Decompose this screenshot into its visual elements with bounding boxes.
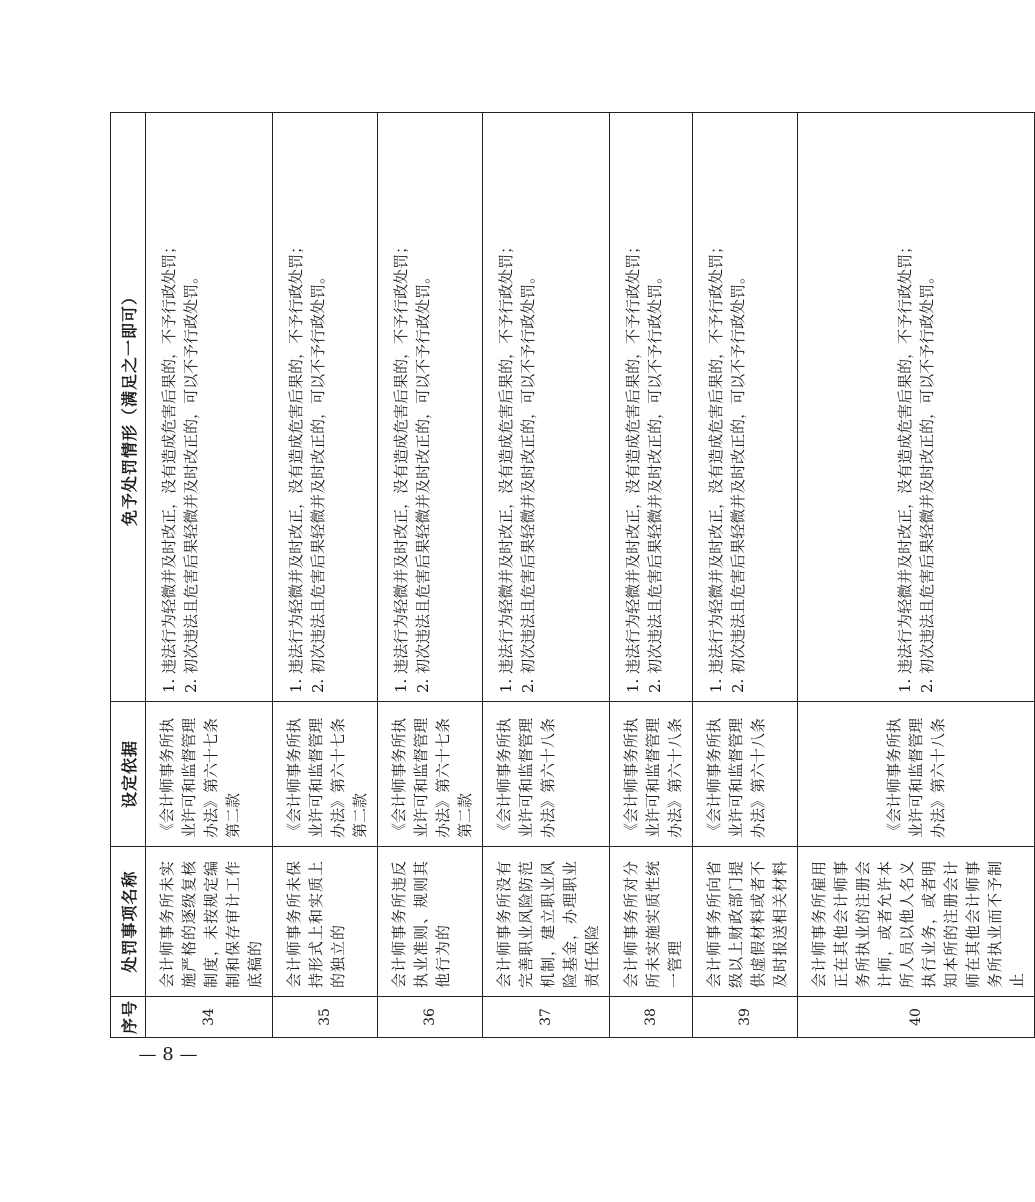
condition-2: 2. 初次违法且危害后果轻微并及时改正的，可以不予行政处罚。	[918, 268, 936, 693]
legal-basis: 《会计师事务所执业许可和监督管理办法》第六十七条第二款	[378, 702, 483, 847]
condition-1: 1. 违法行为轻微并及时改正，没有造成危害后果的，不予行政处罚；	[707, 238, 725, 693]
exemption-conditions	[610, 113, 693, 702]
table-row	[693, 113, 798, 1038]
table-row	[273, 113, 378, 1038]
exemption-conditions	[483, 113, 610, 702]
row-number: 34	[146, 997, 273, 1038]
penalty-item-name: 会计师事务所对分所未实施实质性统一管理	[610, 847, 693, 997]
table-header-row	[111, 113, 146, 1038]
condition-2: 2. 初次违法且危害后果轻微并及时改正的，可以不予行政处罚。	[309, 268, 327, 693]
header-no: 序号	[111, 997, 146, 1038]
exemption-conditions	[378, 113, 483, 702]
condition-2: 2. 初次违法且危害后果轻微并及时改正的，可以不予行政处罚。	[519, 268, 537, 693]
condition-1: 1. 违法行为轻微并及时改正，没有造成危害后果的，不予行政处罚；	[624, 238, 642, 693]
table-row	[610, 113, 693, 1038]
penalty-item-name: 会计师事务所违反执业准则、规则其他行为的	[378, 847, 483, 997]
header-penalty-item: 处罚事项名称	[111, 847, 146, 997]
penalty-item-name: 会计师事务所未保持形式上和实质上的独立的	[273, 847, 378, 997]
condition-2: 2. 初次违法且危害后果轻微并及时改正的，可以不予行政处罚。	[646, 268, 664, 693]
exemption-conditions	[798, 113, 1035, 702]
condition-1: 1. 违法行为轻微并及时改正，没有造成危害后果的，不予行政处罚；	[287, 238, 305, 693]
header-legal-basis: 设定依据	[111, 702, 146, 847]
header-exemption-conditions: 免予处罚情形（满足之一即可）	[111, 113, 146, 702]
legal-basis: 《会计师事务所执业许可和监督管理办法》第六十八条	[483, 702, 610, 847]
condition-1: 1. 违法行为轻微并及时改正，没有造成危害后果的，不予行政处罚；	[392, 238, 410, 693]
legal-basis: 《会计师事务所执业许可和监督管理办法》第六十八条	[693, 702, 798, 847]
condition-1: 1. 违法行为轻微并及时改正，没有造成危害后果的，不予行政处罚；	[160, 238, 178, 693]
table-row	[378, 113, 483, 1038]
condition-2: 2. 初次违法且危害后果轻微并及时改正的，可以不予行政处罚。	[729, 268, 747, 693]
condition-1: 1. 违法行为轻微并及时改正，没有造成危害后果的，不予行政处罚；	[497, 238, 515, 693]
penalty-item-name: 会计师事务所未实施严格的逐级复核制度，未按规定编制和保存审计工作底稿的	[146, 847, 273, 997]
penalty-exemption-table	[110, 112, 1035, 1038]
penalty-item-name: 会计师事务所没有完善职业风险防范机制，建立职业风险基金，办理职业责任保险	[483, 847, 610, 997]
condition-2: 2. 初次违法且危害后果轻微并及时改正的，可以不予行政处罚。	[414, 268, 432, 693]
exemption-conditions	[146, 113, 273, 702]
exemption-conditions	[693, 113, 798, 702]
row-number: 38	[610, 997, 693, 1038]
legal-basis: 《会计师事务所执业许可和监督管理办法》第六十七条第二款	[146, 702, 273, 847]
table-row	[146, 113, 273, 1038]
penalty-item-name: 会计师事务所向省级以上财政部门提供虚假材料或者不及时报送相关材料	[693, 847, 798, 997]
legal-basis: 《会计师事务所执业许可和监督管理办法》第六十八条	[798, 702, 1035, 847]
exemption-conditions	[273, 113, 378, 702]
table-row	[798, 113, 1035, 1038]
legal-basis: 《会计师事务所执业许可和监督管理办法》第六十八条	[610, 702, 693, 847]
row-number: 35	[273, 997, 378, 1038]
penalty-item-name: 会计师事务所雇用正在其他会计师事务所执业的注册会计师，或者允许本所人员以他人名义执行业务，或者明知本所的注册会计师在其他会计师事务所执业而不予制止	[798, 847, 1035, 997]
row-number: 39	[693, 997, 798, 1038]
legal-basis: 《会计师事务所执业许可和监督管理办法》第六十七条第二款	[273, 702, 378, 847]
table-row	[483, 113, 610, 1038]
row-number: 37	[483, 997, 610, 1038]
condition-1: 1. 违法行为轻微并及时改正，没有造成危害后果的，不予行政处罚；	[896, 238, 914, 693]
page-number: — 8 —	[138, 1044, 198, 1065]
row-number: 36	[378, 997, 483, 1038]
row-number: 40	[798, 997, 1035, 1038]
condition-2: 2. 初次违法且危害后果轻微并及时改正的，可以不予行政处罚。	[182, 268, 200, 693]
